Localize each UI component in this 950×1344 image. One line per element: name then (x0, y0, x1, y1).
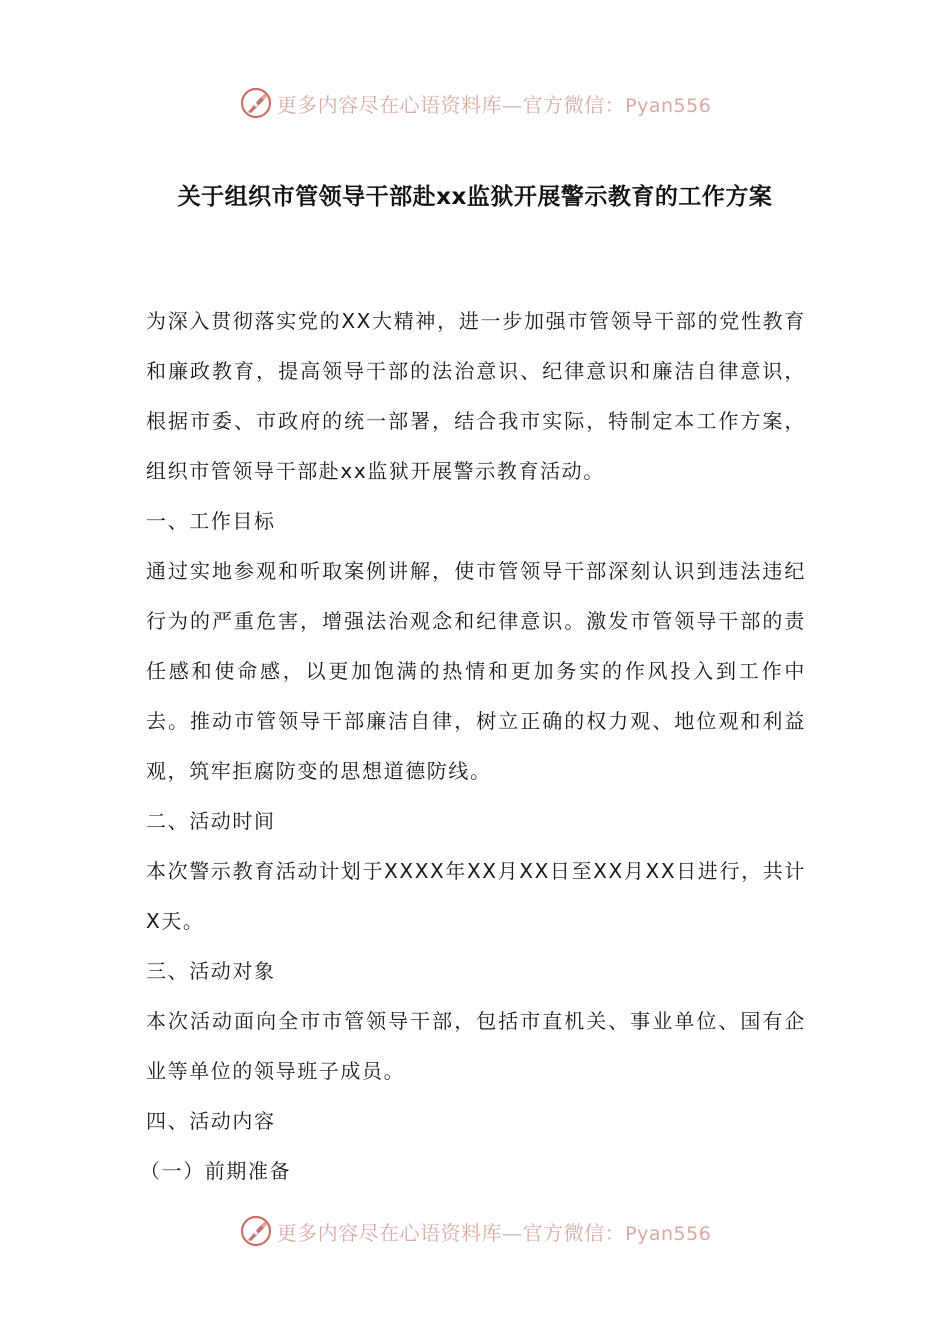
body-paragraph: 通过实地参观和听取案例讲解，使市管领导干部深刻认识到违法违纪行为的严重危害，增强法治观念和纪律意识。激发市管领导干部的责任感和使命感，以更加饱满的热情和更加务实的作风投入到工作中去。推动市管领导干部廉洁自律，树立正确的权力观、地位观和利益观，筑牢拒腐防变的思想道德防线。 (146, 559, 806, 783)
body-paragraph: 为深入贯彻落实党的XX大精神，进一步加强市管领导干部的党性教育和廉政教育，提高领导干部的法治意识、纪律意识和廉洁自律意识，根据市委、市政府的统一部署，结合我市实际，特制定本工作方案，组织市管领导干部赴xx监狱开展警示教育活动。 (146, 309, 806, 483)
watermark-account: Pyan556 (625, 94, 712, 117)
subsection-heading: （一）前期准备 (140, 1159, 292, 1183)
pen-nib-icon (239, 86, 273, 120)
watermark-footer (0, 1211, 950, 1251)
watermark-header (0, 83, 950, 123)
section-heading: 一、工作目标 (146, 509, 276, 533)
watermark-text: 更多内容尽在心语资料库—官方微信： (276, 92, 626, 117)
section-heading: 四、活动内容 (146, 1109, 276, 1133)
body-paragraph: 本次警示教育活动计划于XXXX年XX月XX日至XX月XX日进行，共计X天。 (146, 859, 806, 933)
body-paragraph: 本次活动面向全市市管领导干部，包括市直机关、事业单位、国有企业等单位的领导班子成员。 (146, 1009, 806, 1083)
section-heading: 二、活动时间 (146, 809, 276, 833)
watermark-account: Pyan556 (625, 1222, 712, 1245)
section-heading: 三、活动对象 (146, 959, 276, 983)
watermark-text: 更多内容尽在心语资料库—官方微信： (276, 1220, 626, 1245)
document-title: 关于组织市管领导干部赴xx监狱开展警示教育的工作方案 (177, 184, 773, 210)
document-body (140, 296, 806, 1196)
pen-nib-icon (239, 1214, 273, 1248)
